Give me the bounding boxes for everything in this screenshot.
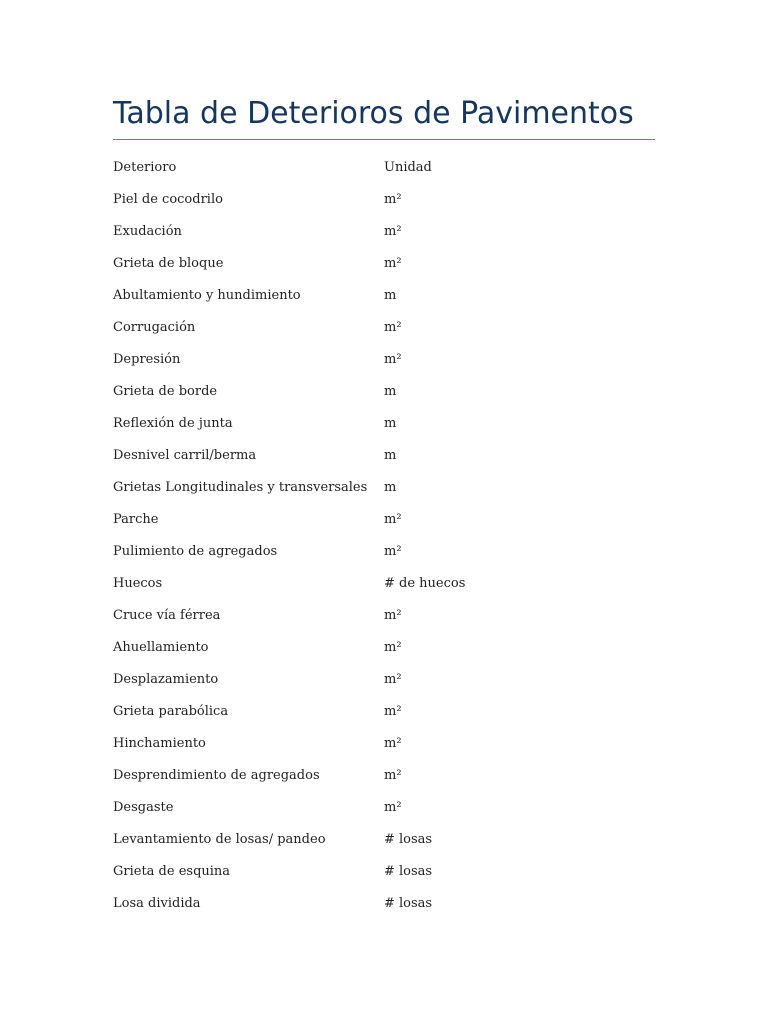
table-header-row — [113, 152, 655, 184]
cell-unidad: m² — [384, 800, 402, 815]
cell-deterioro: Huecos — [113, 576, 163, 591]
cell-unidad: m² — [384, 352, 402, 367]
table-row — [113, 888, 655, 920]
table-row — [113, 600, 655, 632]
table-row — [113, 440, 655, 472]
cell-unidad: m — [384, 384, 397, 399]
table-row — [113, 760, 655, 792]
cell-unidad: m² — [384, 736, 402, 751]
cell-unidad: m² — [384, 672, 402, 687]
table-row — [113, 696, 655, 728]
table-row — [113, 408, 655, 440]
table-row — [113, 728, 655, 760]
cell-unidad: m² — [384, 768, 402, 783]
cell-deterioro: Desgaste — [113, 800, 174, 815]
cell-unidad: # losas — [384, 832, 433, 847]
cell-unidad: m² — [384, 192, 402, 207]
cell-unidad: m² — [384, 512, 402, 527]
cell-unidad: m² — [384, 640, 402, 655]
cell-unidad: m — [384, 288, 397, 303]
cell-deterioro: Desplazamiento — [113, 672, 219, 687]
table-row — [113, 632, 655, 664]
cell-unidad: # losas — [384, 896, 433, 911]
cell-deterioro: Desprendimiento de agregados — [113, 768, 320, 783]
cell-deterioro: Pulimiento de agregados — [113, 544, 278, 559]
table-row — [113, 376, 655, 408]
table-row — [113, 504, 655, 536]
page-title: Tabla de Deterioros de Pavimentos — [113, 96, 634, 131]
table-body — [113, 184, 655, 920]
table-row — [113, 216, 655, 248]
cell-unidad: m² — [384, 704, 402, 719]
cell-deterioro: Parche — [113, 512, 159, 527]
cell-deterioro: Grieta de bloque — [113, 256, 224, 271]
cell-unidad: m — [384, 448, 397, 463]
cell-unidad: # losas — [384, 864, 433, 879]
cell-unidad: m² — [384, 544, 402, 559]
cell-deterioro: Ahuellamiento — [113, 640, 209, 655]
cell-deterioro: Exudación — [113, 224, 182, 239]
cell-deterioro: Reflexión de junta — [113, 416, 233, 431]
cell-unidad: m² — [384, 256, 402, 271]
table-row — [113, 312, 655, 344]
cell-unidad: # de huecos — [384, 576, 466, 591]
table-row — [113, 472, 655, 504]
table-row — [113, 824, 655, 856]
deterioros-table — [113, 152, 655, 920]
table-row — [113, 664, 655, 696]
table-row — [113, 280, 655, 312]
cell-unidad: m² — [384, 224, 402, 239]
column-header-deterioro: Deterioro — [113, 160, 177, 175]
table-row — [113, 856, 655, 888]
cell-deterioro: Depresión — [113, 352, 181, 367]
cell-unidad: m² — [384, 608, 402, 623]
cell-deterioro: Desnivel carril/berma — [113, 448, 257, 463]
column-header-unidad: Unidad — [384, 160, 432, 175]
table-row — [113, 248, 655, 280]
cell-unidad: m² — [384, 320, 402, 335]
cell-deterioro: Hinchamiento — [113, 736, 206, 751]
cell-unidad: m — [384, 416, 397, 431]
cell-deterioro: Cruce vía férrea — [113, 608, 221, 623]
cell-deterioro: Corrugación — [113, 320, 196, 335]
cell-deterioro: Grieta de borde — [113, 384, 218, 399]
cell-deterioro: Levantamiento de losas/ pandeo — [113, 832, 326, 847]
table-row — [113, 536, 655, 568]
cell-deterioro: Grieta parabólica — [113, 704, 229, 719]
cell-deterioro: Losa dividida — [113, 896, 201, 911]
title-underline — [113, 139, 655, 140]
cell-deterioro: Grietas Longitudinales y transversales — [113, 480, 368, 495]
cell-deterioro: Abultamiento y hundimiento — [113, 288, 301, 303]
cell-deterioro: Piel de cocodrilo — [113, 192, 223, 207]
table-row — [113, 344, 655, 376]
cell-deterioro: Grieta de esquina — [113, 864, 231, 879]
table-row — [113, 568, 655, 600]
table-row — [113, 792, 655, 824]
table-row — [113, 184, 655, 216]
cell-unidad: m — [384, 480, 397, 495]
